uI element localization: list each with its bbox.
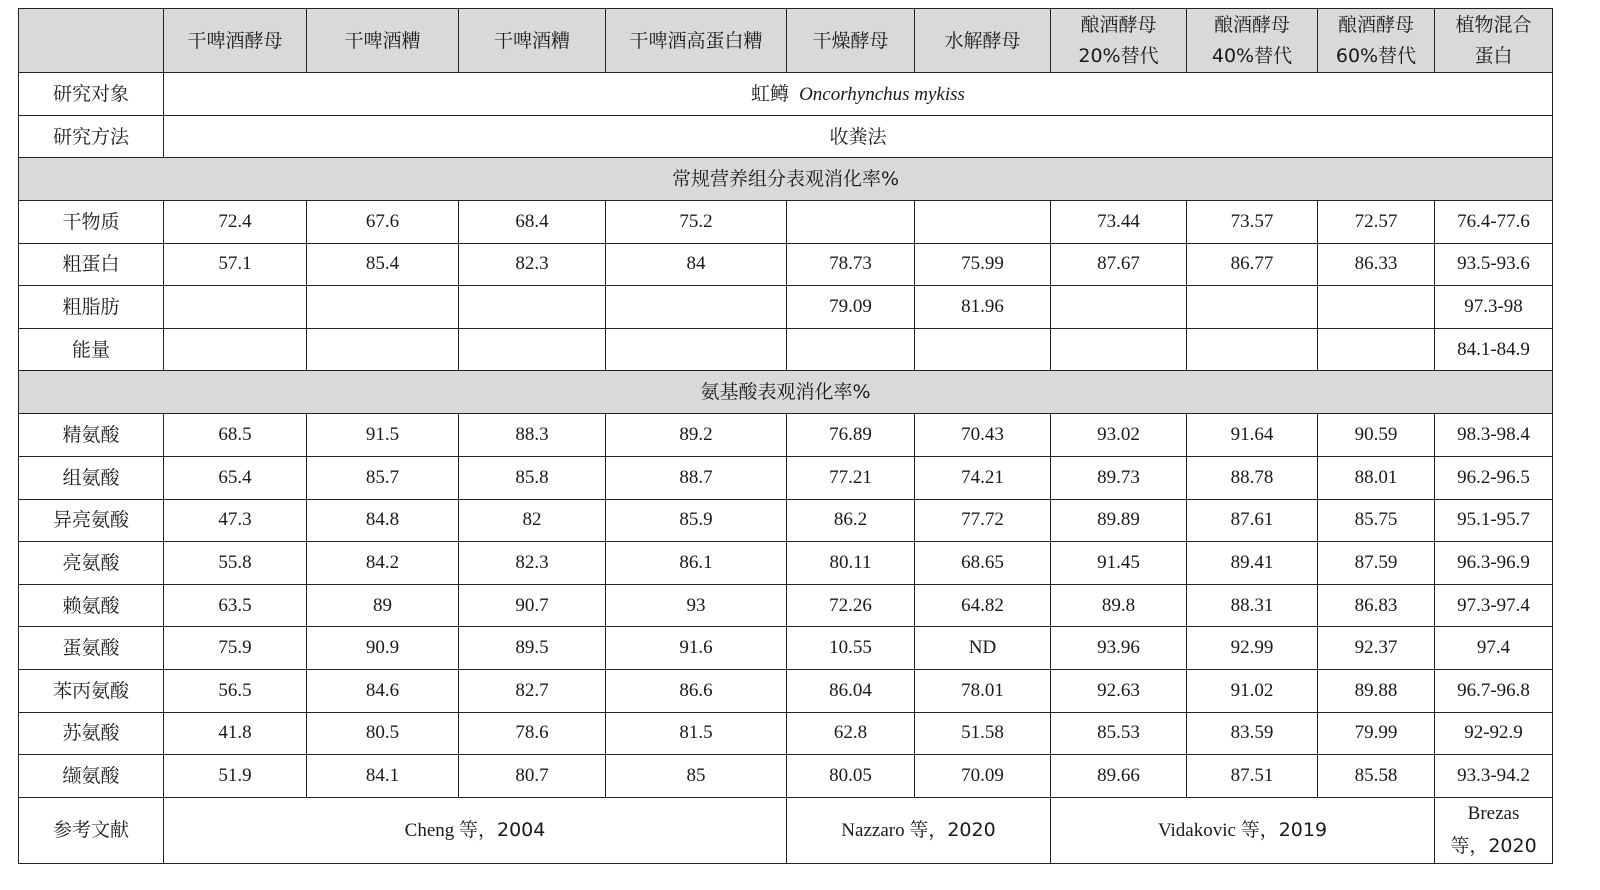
- row-label: 研究方法: [19, 116, 164, 158]
- data-cell: 47.3: [164, 499, 307, 542]
- data-cell: 88.3: [459, 414, 606, 457]
- col-header: 干啤酒糟: [307, 9, 459, 73]
- row-label: 能量: [19, 328, 164, 371]
- data-cell: 86.83: [1318, 584, 1435, 627]
- data-cell: 86.2: [787, 499, 915, 542]
- data-cell: 93.5-93.6: [1435, 243, 1553, 286]
- col-header-line: 酿酒酵母: [1213, 13, 1290, 36]
- reference: [1435, 797, 1553, 863]
- table-body: [19, 9, 1553, 201]
- data-cell: 90.7: [459, 584, 606, 627]
- col-header-line: 60%替代: [1335, 44, 1417, 67]
- data-cell: [606, 286, 787, 329]
- col-header: 干啤酒酵母: [164, 9, 307, 73]
- reference: [787, 797, 1051, 863]
- row-label: 异亮氨酸: [19, 499, 164, 542]
- data-cell: 87.67: [1051, 243, 1187, 286]
- data-cell: 85: [606, 755, 787, 798]
- data-cell: 84.2: [307, 542, 459, 585]
- data-cell: 85.58: [1318, 755, 1435, 798]
- data-cell: 83.59: [1187, 712, 1318, 755]
- data-cell: 75.99: [915, 243, 1051, 286]
- row-label: 参考文献: [19, 797, 164, 863]
- data-row: [19, 755, 1553, 798]
- data-cell: 80.5: [307, 712, 459, 755]
- data-cell: 93.3-94.2: [1435, 755, 1553, 798]
- row-label: 精氨酸: [19, 414, 164, 457]
- data-cell: 89.2: [606, 414, 787, 457]
- data-cell: 72.57: [1318, 201, 1435, 244]
- data-cell: 89.5: [459, 627, 606, 670]
- data-cell: [1051, 328, 1187, 371]
- data-cell: 73.57: [1187, 201, 1318, 244]
- data-cell: 89.89: [1051, 499, 1187, 542]
- data-cell: 88.78: [1187, 456, 1318, 499]
- data-cell: 75.9: [164, 627, 307, 670]
- subject-latin: Oncorhynchus mykiss: [799, 83, 965, 105]
- data-cell: 92.37: [1318, 627, 1435, 670]
- data-cell: 89: [307, 584, 459, 627]
- data-cell: 93.02: [1051, 414, 1187, 457]
- data-cell: 85.75: [1318, 499, 1435, 542]
- data-row: [19, 456, 1553, 499]
- data-cell: 97.3-98: [1435, 286, 1553, 329]
- row-label: 赖氨酸: [19, 584, 164, 627]
- data-row: [19, 286, 1553, 329]
- reference: [164, 797, 787, 863]
- data-cell: [459, 286, 606, 329]
- ref-suffix: 等，2019: [1240, 818, 1328, 841]
- data-cell: [1187, 286, 1318, 329]
- data-cell: 89.41: [1187, 542, 1318, 585]
- data-cell: 89.73: [1051, 456, 1187, 499]
- data-cell: 87.61: [1187, 499, 1318, 542]
- data-cell: 74.21: [915, 456, 1051, 499]
- digestibility-table: [18, 8, 1553, 864]
- col-header-line: 蛋白: [1474, 44, 1513, 67]
- data-cell: 86.77: [1187, 243, 1318, 286]
- data-cell: 88.7: [606, 456, 787, 499]
- data-cell: 51.58: [915, 712, 1051, 755]
- data-cell: 81.5: [606, 712, 787, 755]
- row-label: 亮氨酸: [19, 542, 164, 585]
- data-cell: 68.4: [459, 201, 606, 244]
- data-cell: [606, 328, 787, 371]
- section2-header: [19, 371, 1553, 414]
- data-cell: 84.6: [307, 669, 459, 712]
- data-cell: 68.5: [164, 414, 307, 457]
- data-cell: 67.6: [307, 201, 459, 244]
- data-cell: 84.1: [307, 755, 459, 798]
- data-cell: 95.1-95.7: [1435, 499, 1553, 542]
- data-cell: 92-92.9: [1435, 712, 1553, 755]
- data-cell: 98.3-98.4: [1435, 414, 1553, 457]
- data-row: [19, 201, 1553, 244]
- data-cell: 89.66: [1051, 755, 1187, 798]
- data-cell: 82: [459, 499, 606, 542]
- data-cell: 87.51: [1187, 755, 1318, 798]
- data-cell: 65.4: [164, 456, 307, 499]
- col-header: 干啤酒糟: [459, 9, 606, 73]
- reference: [1051, 797, 1435, 863]
- data-row: [19, 328, 1553, 371]
- data-cell: 63.5: [164, 584, 307, 627]
- col-header-line: 20%替代: [1078, 44, 1159, 67]
- data-cell: 56.5: [164, 669, 307, 712]
- row-label: 研究对象: [19, 73, 164, 116]
- data-row: [19, 712, 1553, 755]
- data-cell: 93.96: [1051, 627, 1187, 670]
- data-cell: 79.09: [787, 286, 915, 329]
- row-label: 苯丙氨酸: [19, 669, 164, 712]
- data-row: [19, 414, 1553, 457]
- col-header-line: 植物混合: [1455, 13, 1532, 36]
- data-cell: 86.1: [606, 542, 787, 585]
- data-cell: [915, 328, 1051, 371]
- header-corner: [19, 9, 164, 73]
- data-cell: [307, 328, 459, 371]
- data-cell: 89.88: [1318, 669, 1435, 712]
- data-cell: 84.8: [307, 499, 459, 542]
- data-cell: 41.8: [164, 712, 307, 755]
- data-cell: 86.6: [606, 669, 787, 712]
- section-title: 氨基酸表观消化率%: [19, 371, 1553, 414]
- data-cell: 82.7: [459, 669, 606, 712]
- data-cell: 91.02: [1187, 669, 1318, 712]
- ref-author: Nazzaro: [841, 819, 905, 841]
- data-cell: 76.89: [787, 414, 915, 457]
- data-cell: [915, 201, 1051, 244]
- row-label: 组氨酸: [19, 456, 164, 499]
- data-cell: 75.2: [606, 201, 787, 244]
- header-row: [19, 9, 1553, 73]
- data-cell: 92.99: [1187, 627, 1318, 670]
- ref-author: Brezas: [1467, 802, 1520, 824]
- data-cell: 85.4: [307, 243, 459, 286]
- data-cell: 91.6: [606, 627, 787, 670]
- ref-author: Vidakovic: [1157, 819, 1236, 841]
- col-header-line: 酿酒酵母: [1080, 13, 1157, 36]
- col-header: 干燥酵母: [787, 9, 915, 73]
- data-cell: 89.8: [1051, 584, 1187, 627]
- data-cell: 82.3: [459, 542, 606, 585]
- data-cell: 91.64: [1187, 414, 1318, 457]
- data-cell: 79.99: [1318, 712, 1435, 755]
- method-cell: 收粪法: [164, 116, 1553, 158]
- data-cell: 96.7-96.8: [1435, 669, 1553, 712]
- data-cell: 91.5: [307, 414, 459, 457]
- data-cell: 70.09: [915, 755, 1051, 798]
- data-cell: 51.9: [164, 755, 307, 798]
- data-cell: 72.4: [164, 201, 307, 244]
- row-label: 缬氨酸: [19, 755, 164, 798]
- data-cell: 72.26: [787, 584, 915, 627]
- col-header: 水解酵母: [915, 9, 1051, 73]
- subject-cn: 虹鳟: [751, 82, 790, 105]
- data-cell: 85.9: [606, 499, 787, 542]
- data-cell: 87.59: [1318, 542, 1435, 585]
- data-cell: [1318, 286, 1435, 329]
- col-header-line: 40%替代: [1211, 44, 1293, 67]
- data-cell: 85.53: [1051, 712, 1187, 755]
- data-cell: 10.55: [787, 627, 915, 670]
- data-cell: 82.3: [459, 243, 606, 286]
- data-cell: 96.3-96.9: [1435, 542, 1553, 585]
- data-cell: 73.44: [1051, 201, 1187, 244]
- ref-suffix: 等，2020: [1450, 834, 1537, 857]
- data-row: [19, 243, 1553, 286]
- col-header: [1435, 9, 1553, 73]
- row-label: 粗蛋白: [19, 243, 164, 286]
- section-row: [19, 371, 1553, 414]
- data-cell: [1187, 328, 1318, 371]
- col-header: [1187, 9, 1318, 73]
- row-label: 苏氨酸: [19, 712, 164, 755]
- data-cell: 90.59: [1318, 414, 1435, 457]
- data-cell: 64.82: [915, 584, 1051, 627]
- row-label: 蛋氨酸: [19, 627, 164, 670]
- section-row: [19, 158, 1553, 201]
- data-cell: 84: [606, 243, 787, 286]
- data-cell: 78.73: [787, 243, 915, 286]
- data-cell: 93: [606, 584, 787, 627]
- data-cell: 86.04: [787, 669, 915, 712]
- data-cell: 84.1-84.9: [1435, 328, 1553, 371]
- data-cell: 80.05: [787, 755, 915, 798]
- ref-suffix: 等，2020: [909, 818, 996, 841]
- data-cell: 85.8: [459, 456, 606, 499]
- subject-cell: [164, 73, 1553, 116]
- section-title: 常规营养组分表观消化率%: [19, 158, 1553, 201]
- data-cell: 86.33: [1318, 243, 1435, 286]
- data-cell: [459, 328, 606, 371]
- data-cell: 77.72: [915, 499, 1051, 542]
- method-row: [19, 116, 1553, 158]
- data-cell: [307, 286, 459, 329]
- col-header: 干啤酒高蛋白糟: [606, 9, 787, 73]
- data-cell: 90.9: [307, 627, 459, 670]
- data-cell: 55.8: [164, 542, 307, 585]
- data-cell: 70.43: [915, 414, 1051, 457]
- data-row: [19, 584, 1553, 627]
- data-cell: 92.63: [1051, 669, 1187, 712]
- data-cell: 80.11: [787, 542, 915, 585]
- col-header: [1051, 9, 1187, 73]
- data-cell: 88.31: [1187, 584, 1318, 627]
- data-cell: [787, 328, 915, 371]
- references-row: [19, 797, 1553, 863]
- data-cell: 78.6: [459, 712, 606, 755]
- col-header: [1318, 9, 1435, 73]
- data-cell: 80.7: [459, 755, 606, 798]
- data-cell: [164, 328, 307, 371]
- subject-row: [19, 73, 1553, 116]
- data-cell: 57.1: [164, 243, 307, 286]
- data-cell: 97.3-97.4: [1435, 584, 1553, 627]
- data-cell: [1318, 328, 1435, 371]
- data-cell: ND: [915, 627, 1051, 670]
- col-header-line: 酿酒酵母: [1337, 13, 1414, 36]
- data-cell: 97.4: [1435, 627, 1553, 670]
- data-cell: 68.65: [915, 542, 1051, 585]
- data-cell: 85.7: [307, 456, 459, 499]
- data-cell: 62.8: [787, 712, 915, 755]
- data-row: [19, 499, 1553, 542]
- data-cell: [164, 286, 307, 329]
- data-cell: 77.21: [787, 456, 915, 499]
- row-label: 粗脂肪: [19, 286, 164, 329]
- data-cell: [1051, 286, 1187, 329]
- section1-body: [19, 201, 1553, 371]
- data-row: [19, 627, 1553, 670]
- ref-author: Cheng: [404, 819, 455, 841]
- data-cell: [787, 201, 915, 244]
- row-label: 干物质: [19, 201, 164, 244]
- data-cell: 81.96: [915, 286, 1051, 329]
- data-cell: 88.01: [1318, 456, 1435, 499]
- data-cell: 78.01: [915, 669, 1051, 712]
- section2-body: [19, 414, 1553, 797]
- references-body: [19, 797, 1553, 863]
- data-cell: 96.2-96.5: [1435, 456, 1553, 499]
- data-cell: 91.45: [1051, 542, 1187, 585]
- data-row: [19, 542, 1553, 585]
- data-cell: 76.4-77.6: [1435, 201, 1553, 244]
- data-row: [19, 669, 1553, 712]
- ref-suffix: 等，2004: [459, 818, 546, 841]
